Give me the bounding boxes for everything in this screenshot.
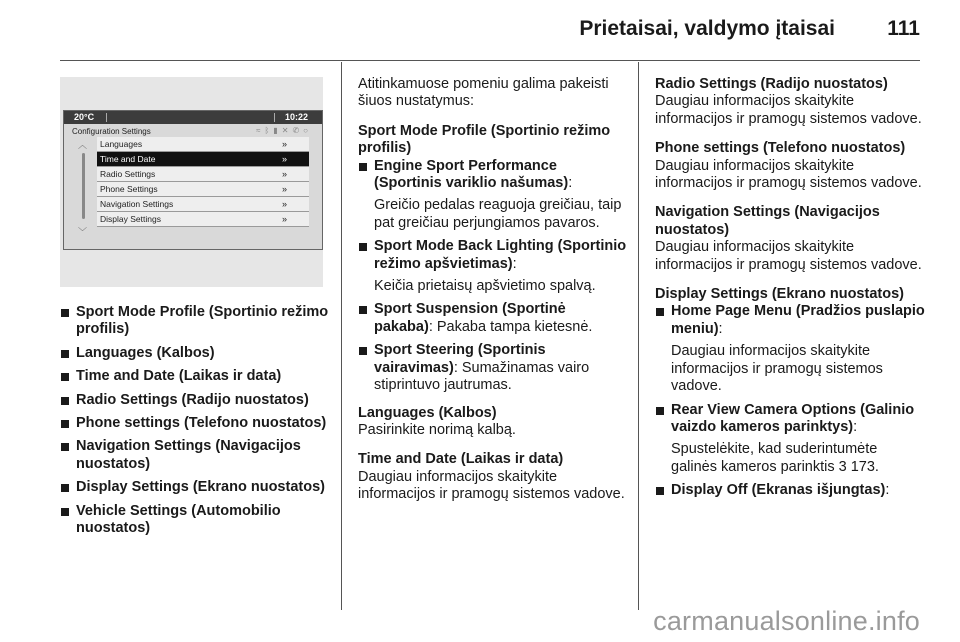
- bluetooth-icon: ᛒ: [264, 126, 274, 135]
- page-title: Prietaisai, valdymo įtaisai: [579, 17, 835, 40]
- wifi-icon: ≈: [256, 126, 265, 135]
- chevron-right-icon: »: [281, 184, 287, 194]
- list-item: Languages (Kalbos): [60, 345, 335, 362]
- page-reference: 3 173.: [838, 458, 879, 475]
- list-item: Home Page Menu (Pradžios puslapio meniu): Daugiau informacijos skaitykite informacijos ir pramogų sistemos vadove.: [655, 303, 925, 395]
- screen-menu-item-languages[interactable]: Languages »: [97, 137, 309, 152]
- page-number: 111: [887, 17, 920, 40]
- radio-text: Daugiau informacijos skaitykite informacijos ir pramogų sistemos vadove.: [655, 93, 922, 127]
- time-date-text: Daugiau informacijos skaitykite informacijos ir pramogų sistemos vadove.: [358, 468, 625, 503]
- list-item: Phone settings (Telefono nuostatos): [60, 415, 335, 432]
- chevron-right-icon: »: [281, 199, 287, 209]
- left-column: [60, 304, 335, 543]
- power-icon: ○: [303, 126, 312, 135]
- section-heading-radio: Radio Settings (Radijo nuostatos): [655, 76, 888, 92]
- screen-menu-title: Configuration Settings: [72, 127, 151, 136]
- screen-status-icons: [256, 126, 312, 135]
- scroll-down-icon[interactable]: ﹀: [78, 227, 88, 237]
- screen-temperature: 20°C: [74, 112, 95, 122]
- screen-status-bar: [64, 111, 322, 124]
- list-item: Sport Mode Profile (Sportinio režimo profilis): [60, 304, 335, 339]
- infotainment-screen: [63, 110, 323, 250]
- watermark: carmanualsonline.info: [653, 606, 920, 636]
- screen-menu-item-display-settings[interactable]: Display Settings »: [97, 212, 309, 227]
- screen-menu-item-radio-settings[interactable]: Radio Settings »: [97, 167, 309, 182]
- chevron-right-icon: »: [281, 154, 287, 164]
- intro-text: Atitinkamuose pomeniu galima pakeisti šiuos nustatymus:: [358, 76, 609, 110]
- header-rule: [60, 60, 920, 61]
- signal-icon: ▮: [273, 126, 282, 135]
- screen-menu-item-phone-settings[interactable]: Phone Settings »: [97, 182, 309, 197]
- display-settings-list: [655, 303, 925, 499]
- page-header: [0, 0, 960, 60]
- mute-icon: ✕: [281, 126, 293, 135]
- screen-clock: 10:22: [284, 112, 308, 122]
- column-divider-right: [638, 62, 639, 610]
- languages-text: Pasirinkite norimą kalbą.: [358, 421, 516, 438]
- section-heading-time-date: Time and Date (Laikas ir data): [358, 451, 564, 468]
- sport-mode-list: [358, 158, 628, 395]
- screen-menu-list: [97, 137, 309, 227]
- screen-figure: [60, 77, 323, 287]
- list-item: Radio Settings (Radijo nuostatos): [60, 392, 335, 409]
- screen-menu-item-navigation-settings[interactable]: Navigation Settings »: [97, 197, 309, 212]
- list-item: Sport Mode Back Lighting (Sportinio režimo apšvietimas): Keičia prietaisų apšvietimo spalvą.: [358, 238, 628, 295]
- chevron-right-icon: »: [281, 169, 287, 179]
- phone-text: Daugiau informacijos skaitykite informacijos ir pramogų sistemos vadove.: [655, 157, 922, 192]
- list-item: Sport Steering (Sportinis vairavimas): Sumažinamas vairo stiprintuvo jautrumas.: [358, 342, 628, 394]
- section-heading-display: Display Settings (Ekrano nuostatos): [655, 286, 904, 303]
- list-item: Display Settings (Ekrano nuostatos): [60, 479, 335, 496]
- settings-list: [60, 304, 335, 537]
- right-column: [655, 76, 925, 506]
- list-item: Time and Date (Laikas ir data): [60, 368, 335, 385]
- section-heading-navigation: Navigation Settings (Navigacijos nuostatos): [655, 204, 880, 238]
- column-divider-left: [341, 62, 342, 610]
- list-item: Rear View Camera Options (Galinio vaizdo kameros parinktys): Spustelėkite, kad suderintumėte galinės kameros parinktis 3 173.: [655, 402, 925, 477]
- section-heading-languages: Languages (Kalbos): [358, 404, 497, 421]
- list-item: Vehicle Settings (Automobilio nuostatos): [60, 503, 335, 538]
- screen-menu-item-time-and-date[interactable]: Time and Date »: [97, 152, 309, 167]
- section-heading-sport-mode: Sport Mode Profile (Sportinio režimo profilis): [358, 122, 611, 157]
- middle-column: [358, 76, 628, 516]
- list-item: Sport Suspension (Sportinė pakaba): Pakaba tampa kietesnė.: [358, 301, 628, 336]
- list-item: Navigation Settings (Navigacijos nuostatos): [60, 438, 335, 473]
- scroll-up-icon[interactable]: ︿: [78, 140, 88, 150]
- status-separator: [106, 113, 107, 122]
- scroll-track[interactable]: [82, 153, 85, 219]
- phone-icon: ✆: [292, 126, 304, 135]
- status-separator: [274, 113, 275, 122]
- list-item: Display Off (Ekranas išjungtas):: [655, 482, 925, 499]
- list-item: Engine Sport Performance (Sportinis variklio našumas): Greičio pedalas reaguoja greičiau, taip pat greičiau perjungiamos pavaros.: [358, 158, 628, 233]
- section-heading-phone: Phone settings (Telefono nuostatos): [655, 140, 906, 157]
- chevron-right-icon: »: [281, 214, 287, 224]
- chevron-right-icon: »: [281, 139, 287, 149]
- navigation-text: Daugiau informacijos skaitykite informacijos ir pramogų sistemos vadove.: [655, 239, 922, 273]
